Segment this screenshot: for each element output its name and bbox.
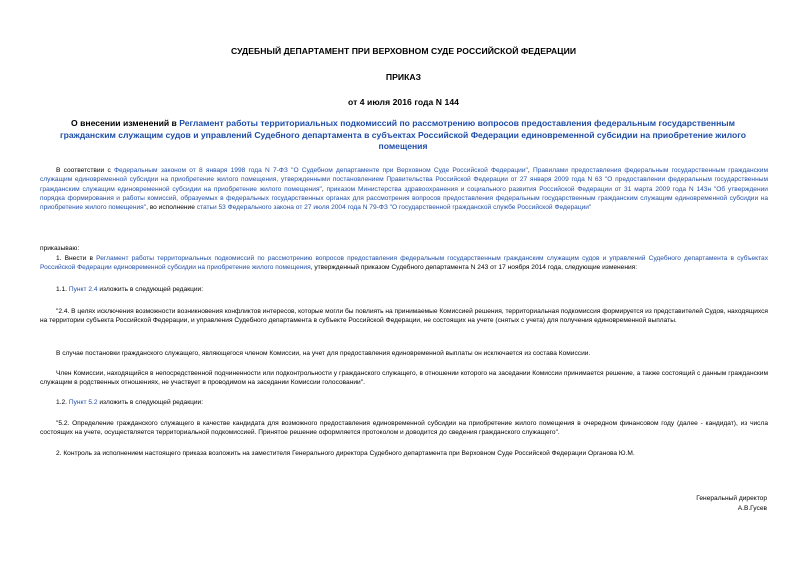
preamble-text-1: В соответствии с bbox=[56, 167, 114, 174]
date-number-heading: от 4 июля 2016 года N 144 bbox=[348, 97, 459, 107]
rules-63-title-link[interactable]: "О предоставлении федеральным государственным гражданским служащим единовременной субсидии на приобретение жилого помещения" bbox=[40, 176, 768, 193]
rules-63-link[interactable]: Правилами предоставления федеральным государственным гражданским служащим единовременной субсидии на приобретение жилого помещения, утвержденными постановлением Правительства Российской Федерации от 27 января 2009 года N 63 bbox=[40, 167, 769, 184]
signature-name: А.В.Гусев bbox=[737, 505, 767, 512]
document-title bbox=[48, 118, 758, 153]
item-1-1-paragraph bbox=[40, 285, 768, 294]
item-1-text-2: , утвержденный приказом Судебного департамента N 243 от 17 ноября 2014 года, следующие изменения: bbox=[310, 264, 638, 272]
law-7fz-link[interactable]: Федеральным законом от 8 января 1998 года N 7-ФЗ "О Судебном департаменте при Верховном Суде Российской Федерации" bbox=[114, 167, 528, 174]
department-heading: СУДЕБНЫЙ ДЕПАРТАМЕНТ ПРИ ВЕРХОВНОМ СУДЕ РОССИЙСКОЙ ФЕДЕРАЦИИ bbox=[230, 46, 577, 56]
preamble-text-5: , во исполнение bbox=[146, 204, 197, 212]
quote-5-2-paragraph: "5.2. Определение гражданского служащего в качестве кандидата для возможного предоставления единовременной субсидии на приобретение жилого помещения в очередном финансовом году (далее - кандидат), из числа состоящих на учете, осуществляется территориальной подкомиссией. Принятое решение оформляется протоколом и доводится до сведения гражданского служащего". bbox=[40, 420, 768, 437]
title-prefix: О внесении изменений в bbox=[71, 118, 180, 128]
member-conflict-paragraph: Член Комиссии, находящийся в непосредственной подчиненности или подконтрольности у гражданского служащего, в отношении которого на заседании Комиссии принимается решение, а также состоящий с данным гражданским служащим в родственных отношениях, не участвует в проводимом на заседании Комиссии голосовании". bbox=[40, 370, 768, 387]
item-1-2-number: 1.2. bbox=[56, 399, 69, 406]
member-exclusion-paragraph: В случае постановки гражданского служащего, являющегося членом Комиссии, на учет для предоставления единовременной выплаты он исключается из состава Комиссии. bbox=[56, 350, 591, 357]
clause-5-2-link[interactable]: Пункт 5.2 bbox=[68, 399, 98, 406]
doc-type-heading: ПРИКАЗ bbox=[385, 72, 422, 82]
preamble-paragraph bbox=[40, 166, 768, 212]
order-143n-link[interactable]: приказом Министерства здравоохранения и социального развития Российской Федерации от 31 марта 2009 года N 143н "Об утверждении порядка формирования и работы комиссий, образуемых в федеральных государственных органах для рассмотрения вопросов предоставления федеральным государственным гражданским служащим единовременной субсидии на приобретение жилого помещения" bbox=[40, 185, 768, 212]
item-1-paragraph bbox=[40, 254, 768, 273]
item-1-2-text: изложить в следующей редакции: bbox=[97, 399, 204, 406]
title-regulation-link[interactable]: Регламент работы территориальных подкомиссий по рассмотрению вопросов предоставления федеральным государственным гражданским служащим судов и управлений Судебного департамента в субъектах Российской Федерации единовременной субсидии на приобретение жилого помещения bbox=[60, 118, 746, 151]
preamble-text-4: , bbox=[321, 185, 327, 193]
item-2-paragraph: 2. Контроль за исполнением настоящего приказа возложить на заместителя Генерального директора Судебного департамента при Верховном Суде Российской Федерации Органова Ю.М. bbox=[56, 450, 635, 457]
law-79fz-article53-link[interactable]: статьи 53 Федерального закона от 27 июля 2004 года N 79-ФЗ "О государственной гражданской службе Российской Федерации" bbox=[196, 204, 592, 212]
item-1-1-text: изложить в следующей редакции: bbox=[97, 286, 204, 293]
preamble-text-2: , bbox=[527, 167, 533, 174]
item-1-2-paragraph bbox=[40, 398, 768, 407]
order-word: приказываю: bbox=[40, 245, 80, 252]
quote-2-4-paragraph: "2.4. В целях исключения возможности возникновения конфликтов интересов, которые могли бы повлиять на принимаемые Комиссией решения, территориальная подкомиссия формируется из представителей Судов, находящихся на территории субъекта Российской Федерации, и управления Судебного департамента в субъекте Российской Федерации, не состоящих на учете (снятых с учета) для получения единовременной выплаты. bbox=[40, 308, 768, 325]
item-1-1-number: 1.1. bbox=[56, 286, 69, 293]
signature-position: Генеральный директор bbox=[696, 495, 767, 502]
item-1-text-1: 1. Внести в bbox=[56, 255, 97, 262]
clause-2-4-link[interactable]: Пункт 2.4 bbox=[68, 286, 98, 293]
regulation-link[interactable]: Регламент работы территориальных подкомиссий по рассмотрению вопросов предоставления федеральным государственным гражданским служащим судов и управлений Судебного департамента в субъектах Российской Федерации единовременной субсидии на приобретение жилого помещения bbox=[40, 255, 768, 272]
